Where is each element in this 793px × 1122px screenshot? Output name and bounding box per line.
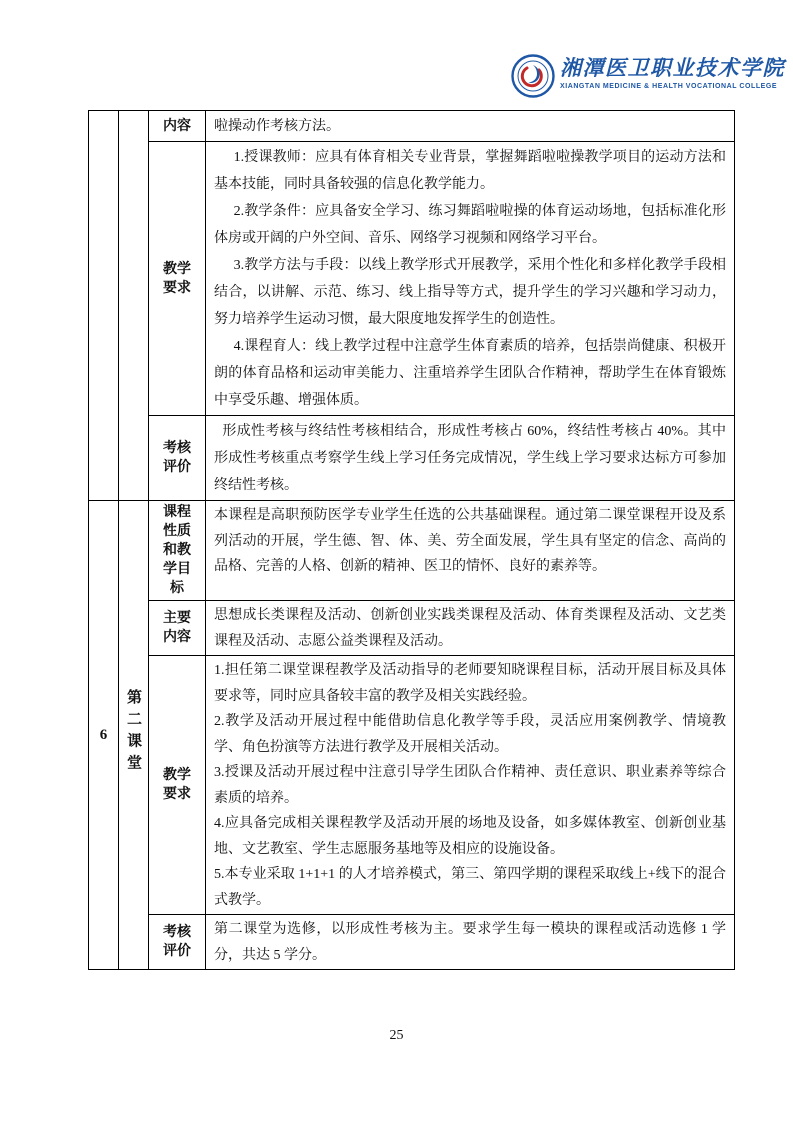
- paragraph: 思想成长类课程及活动、创新创业实践类课程及活动、体育类课程及活动、文艺类课程及活动、志愿公益类课程及活动。: [214, 608, 726, 649]
- label-assessment-6: [149, 915, 206, 970]
- label-content: [149, 111, 206, 142]
- label-text: 教学要求: [163, 768, 191, 802]
- table-row: [89, 915, 735, 970]
- content-cell-teaching-requirements: [206, 142, 735, 416]
- paragraph: 2.教学条件：应具备安全学习、练习舞蹈啦啦操的体育运动场地，包括标准化形体房或开阔的户外空间、音乐、网络学习视频和网络学习平台。: [214, 204, 726, 246]
- paragraph: 2.教学及活动开展过程中能借助信息化教学等手段，灵活应用案例教学、情境教学、角色扮演等方法进行教学及开展相关活动。: [214, 714, 726, 755]
- paragraph: 4.应具备完成相关课程教学及活动开展的场地及设备，如多媒体教室、创新创业基地、文艺教室、学生志愿服务基地等及相应的设施设备。: [214, 816, 726, 857]
- paragraph: 1.授课教师：应具有体育相关专业背景，掌握舞蹈啦啦操教学项目的运动方法和基本技能，同时具备较强的信息化教学能力。: [214, 150, 726, 192]
- paragraph: 本课程是高职预防医学专业学生任选的公共基础课程。通过第二课堂课程开设及系列活动的开展，学生德、智、体、美、劳全面发展，学生具有坚定的信念、高尚的品格、完善的人格、创新的精神、医卫的情怀、良好的素养等。: [214, 508, 726, 574]
- table-row: [89, 656, 735, 915]
- college-name-en: XIANGTAN MEDICINE & HEALTH VOCATIONAL COLLEGE: [560, 83, 778, 90]
- paragraph: 形成性考核与终结性考核相结合，形成性考核占 60%，终结性考核占 40%。其中形成性考核重点考察学生线上学习任务完成情况，学生线上学习要求达标方可参加终结性考核。: [214, 424, 726, 493]
- label-text: 课程性质和教学目标: [163, 505, 191, 596]
- college-logo: [511, 54, 785, 98]
- course-title-vertical: 第二课堂: [125, 689, 141, 776]
- page-number: 25: [389, 1028, 404, 1043]
- label-teaching-requirements-6: [149, 656, 206, 915]
- label-text: 教学要求: [163, 261, 191, 296]
- label-text: 考核评价: [163, 441, 191, 475]
- college-name-cn: 湘潭医卫职业技术学院: [560, 56, 785, 80]
- course-title-cell-prev: [119, 111, 149, 501]
- label-text: 考核评价: [163, 925, 191, 959]
- course-title-cell-6: [119, 501, 149, 970]
- table-row: [89, 601, 735, 656]
- label-assessment: [149, 416, 206, 501]
- table-row: [89, 416, 735, 501]
- row-number-cell-6: [89, 501, 119, 970]
- label-text: 内容: [163, 118, 191, 134]
- college-logo-text: [560, 54, 785, 90]
- row-number-cell-prev: [89, 111, 119, 501]
- paragraph: 3.教学方法与手段：以线上教学形式开展教学，采用个性化和多样化教学手段相结合，以讲解、示范、练习、线上指导等方式，提升学生的学习兴趣和学习动力，努力培养学生运动习惯，最大限度地发挥学生的创造性。: [214, 258, 726, 327]
- paragraph: 啦操动作考核方法。: [214, 119, 340, 134]
- content-cell-nature-and-goals: [206, 501, 735, 601]
- label-main-content: [149, 601, 206, 656]
- row-number: 6: [99, 726, 108, 743]
- paragraph: 4.课程育人：线上教学过程中注意学生体育素质的培养，包括崇尚健康、积极开朗的体育品格和运动审美能力、注重培养学生团队合作精神，帮助学生在体育锻炼中享受乐趣、增强体质。: [214, 339, 726, 408]
- content-cell-main-content: [206, 601, 735, 656]
- table-row: [89, 111, 735, 142]
- college-emblem-icon: [511, 54, 555, 98]
- table-row: [89, 501, 735, 601]
- content-cell-assessment-6: [206, 915, 735, 970]
- paragraph: 第二课堂为选修，以形成性考核为主。要求学生每一模块的课程或活动选修 1 学分，共达 5 学分。: [214, 922, 726, 963]
- label-teaching-requirements: [149, 142, 206, 416]
- content-cell-content: [206, 111, 735, 142]
- label-nature-and-goals: [149, 501, 206, 601]
- content-cell-teaching-requirements-6: [206, 656, 735, 915]
- paragraph: 1.担任第二课堂课程教学及活动指导的老师要知晓课程目标，活动开展目标及具体要求等，同时应具备较丰富的教学及相关实践经验。: [214, 663, 726, 704]
- content-cell-assessment: [206, 416, 735, 501]
- course-syllabus-table: [88, 110, 735, 970]
- table-row: [89, 142, 735, 416]
- paragraph: 5.本专业采取 1+1+1 的人才培养模式，第三、第四学期的课程采取线上+线下的混合式教学。: [214, 867, 726, 908]
- label-text: 主要内容: [163, 611, 191, 645]
- paragraph: 3.授课及活动开展过程中注意引导学生团队合作精神、责任意识、职业素养等综合素质的培养。: [214, 765, 726, 806]
